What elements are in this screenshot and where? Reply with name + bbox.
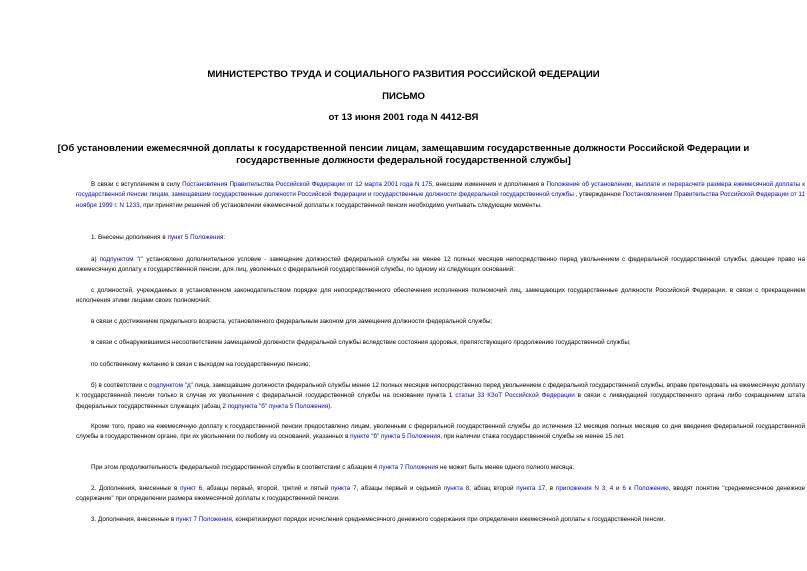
ministry-title: МИНИСТЕРСТВО ТРУДА И СОЦИАЛЬНОГО РАЗВИТИЯ РОССИЙСКОЙ ФЕДЕРАЦИИ [207,69,600,80]
paragraph-1: 1. Внесены дополнения в пункт 5 Положения: [91,234,226,241]
link-punkt-5[interactable]: пункт 5 Положения [167,234,224,241]
paragraph-krome: Кроме того, право на ежемесячную доплату к государственной пенсии предоставлено лицам, уволенным с федеральной государственной службы до истечения 12 месяцев полных месяцев со дня введения федеральной государственной службы в государственном органе, при их увольнении по любому из оснований, указанных в пункте "б" пункта 5 Положения, при наличии стажа государственной службы не менее 15 лет. [76,423,805,441]
link-podpunkt-b[interactable]: подпункта "б" пункта 5 Положения [227,402,329,410]
paragraph-2: 2. Дополнения, внесенные в пункт 6, абзацы первый, второй, третий и пятый пункта 7, абзацы первый и седьмой пункта 8, абзац второй пункта 17, в приложения N 3, 4 и 6 к Положению, вводят понятие "среднемесячное денежное содержание" при определении размера ежемесячной доплаты к государственной пенсии. [76,485,806,503]
list-item-3: в связи с обнаружившимся несоответствием замещаемой должности федеральной службы вследствие состояния здоровья, препятствующего продолжению государственной службы; [91,339,631,346]
link-podpunkt-d[interactable]: подпунктом "д" [149,382,193,389]
date-number: от 13 июня 2001 года N 4412-ВЯ [328,112,479,123]
link-punkt-8[interactable]: пункта 8 [443,485,470,492]
document-subject: [Об установлении ежемесячной доплаты к государственной пенсии лицам, замещавшим государственные должности Российской Федерации и государственные должности федеральной государственной службы] [57,143,750,166]
link-punkt-6[interactable]: пункт 6 [180,485,203,492]
paragraph-3: 3. Дополнения, внесенные в пункт 7 Положения, конкретизируют порядок исчисления среднемесячного денежного содержания при определении ежемесячной доплаты к государственной пенсии. [91,516,666,523]
link-punkt-7b[interactable]: пункта 7 [331,485,357,492]
link-polozhenie[interactable]: Положение об установлении, выплате и перерасчете размера ежемесячной доплаты к государственной пенсии лицам, замещавшим государственные должности Российской Федерации и государственные должности федеральной государственной службы [76,181,806,199]
paragraph-intro: В связи с вступлением в силу Постановления Правительства Российской Федерации от 12 марта 2001 года N 175, внесшим изменения и дополнения в Положение об установлении, выплате и перерасчете размера ежемесячной доплаты к государственной пенсии лицам, замещавшим государственные должности Российской Федерации и государственные должности федеральной государственной службы , утвержденное Постановлением Правительства Российской Федерации от 11 ноября 1999 г. N 1233, при принятии решений об установлении ежемесячной доплаты к государственной пенсии необходимо учитывать следующие моменты. [76,181,806,209]
link-postanovlenie-175[interactable]: Постановления Правительства Российской Федерации от 12 марта 2001 года N 175 [182,181,433,188]
list-item-4: по собственному желанию в связи с выходом на государственную пенсию; [91,361,311,368]
paragraph-pri: При этом продолжительность федеральной государственной службы в соответствии с абзацем 4 пункта 7 Положения не может быть менее одного полного месяца. [91,464,575,471]
link-prilozhenie-6[interactable]: 6 к Положению [622,485,669,492]
list-item-1: с должностей, учреждаемых в установленном законодательством порядке для непосредственного обеспечения исполнения полномочий лиц, замещающих государственные должности Российской Федерации, в связи с прекращением исполнения этими лицами своих полномочий; [76,287,805,305]
doc-type: ПИСЬМО [382,91,425,102]
link-punkt-b-5[interactable]: пункте "б" пункта 5 Положения [350,433,441,441]
list-item-2: в связи с достижением предельного возраста, установленного федеральным законом для замещения должности федеральной службы; [91,318,493,325]
link-postanovlenie-1233[interactable]: Постановлением Правительства Российской Федерации от 11 ноября 1999 г. N 1233 [76,191,805,209]
link-podpunkt-g[interactable]: подпунктом "г" [99,256,144,263]
link-punkt-7[interactable]: пункта 7 Положения [378,464,439,471]
paragraph-1a: а) подпунктом "г" установлено дополнительное условие - замещение должностей федеральной службы не менее 12 полных месяцев непосредственно перед увольнением с федеральной государственной службы, дающее право на ежемесячную доплату к государственной пенсии, для лиц, уволенных с федеральной государственной службы, по одному из следующих оснований: [76,256,805,274]
paragraph-1b: б) в соответствии с подпунктом "д" лица, замещавшие должности федеральной службы менее 12 полных месяцев непосредственно перед увольнением с федеральной государственной службы, вправе претендовать на ежемесячную доплату к государственной пенсии только в случае их увольнения с федеральной государственной службы на основании пункта 1 статьи 33 КЗоТ Российской Федерации в связи с ликвидацией государственного органа либо сокращением штата федеральных государственных служащих (абзац 2 подпункта "б" пункта 5 Положения). [76,382,806,410]
link-prilozheniya-3-4[interactable]: приложения N 3, 4 [555,485,614,492]
link-kzot-33[interactable]: статьи 33 КЗоТ Российской Федерации [455,392,575,400]
link-punkt-7-polozheniya[interactable]: пункт 7 Положения [175,516,232,523]
link-punkt-17[interactable]: пункта 17 [516,485,546,492]
